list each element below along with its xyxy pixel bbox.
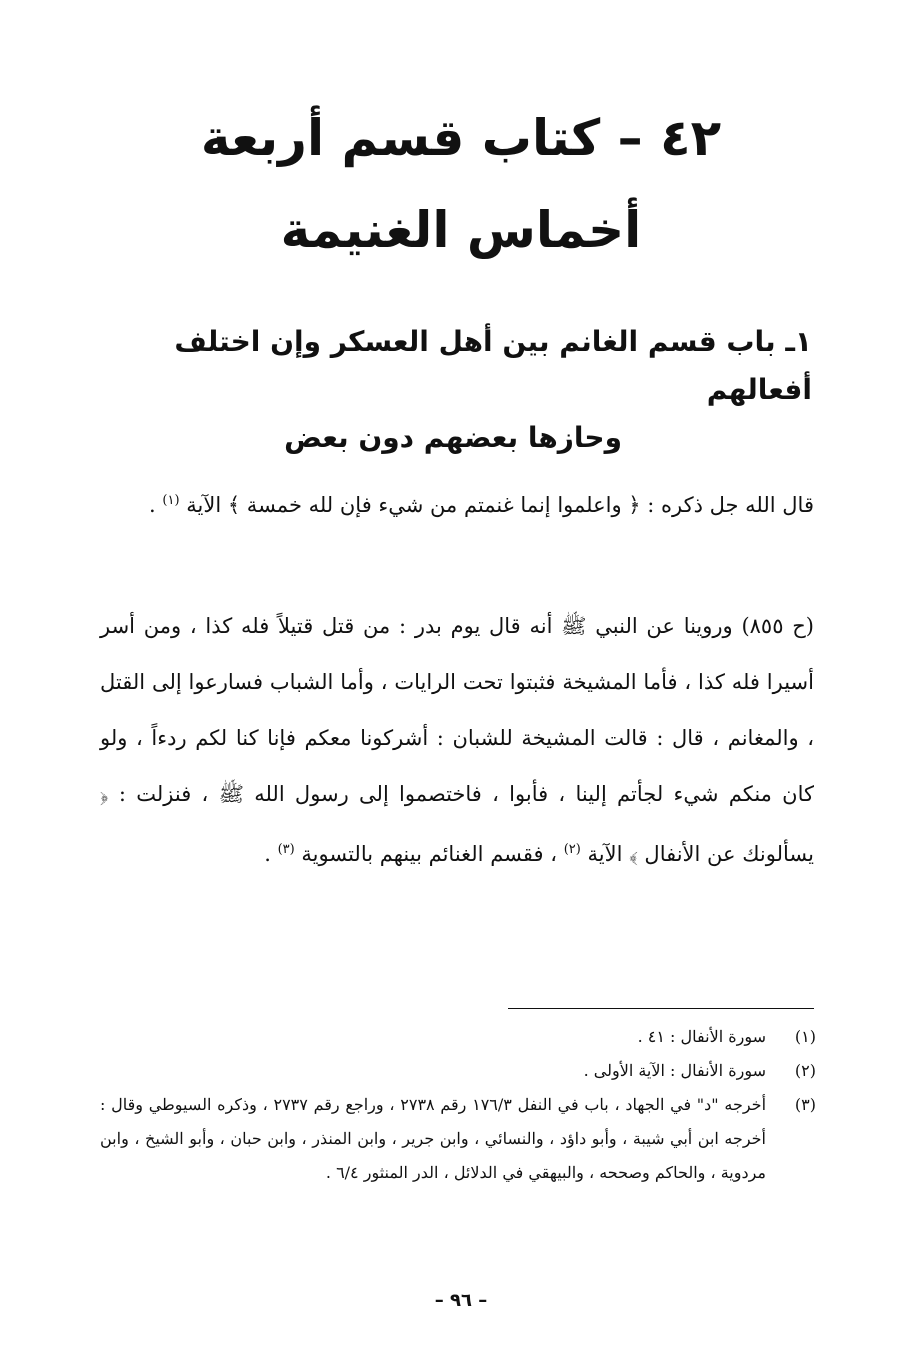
section-title-line2: وحازها بعضهم دون بعض: [284, 421, 622, 454]
footnote-ref: (٢): [563, 842, 581, 857]
footnote-item: [100, 1088, 816, 1190]
verse-paragraph: [100, 472, 814, 534]
footnote-ref: (١): [162, 493, 180, 508]
hadith-text: (ح ٨٥٥) وروينا عن النبي ﷺ أنه قال يوم بدر : من قتل قتيلاً فله كذا ، ومن أسر أسيرا فله كذا ، فأما المشيخة فثبتوا تحت الرايات ، وأما الشباب فسارعوا إلى القتل ، والمغانم ، قال : قالت المشيخة للشبان : أشركونا معكم فإنا كنا لكم ردءاً ، ولو كان منكم شيء لجأتم إلينا ، فأبوا ، فاختصموا إلى رسول الله ﷺ ، فنزلت : ﴿ يسألونك عن الأنفال ﴾ الآية: [100, 614, 814, 866]
footnote-text: سورة الأنفال : الآية الأولى .: [583, 1061, 766, 1080]
footnote-number: (١): [794, 1027, 816, 1046]
hadith-paragraph: [100, 598, 814, 882]
verse-text: قال الله جل ذكره : ﴿ واعلموا إنما غنمتم من شيء فإن لله خمسة ﴾ الآية: [186, 493, 814, 517]
hadith-text-middle: ، فقسم الغنائم بينهم بالتسوية: [301, 842, 564, 866]
chapter-title: ٤٢ – كتاب قسم أربعة أخماس الغنيمة: [200, 109, 722, 259]
verse-end: .: [149, 493, 163, 517]
page-number: – ٩٦ –: [434, 1290, 488, 1311]
footnote-text: أخرجه "د" في الجهاد ، باب في النفل ١٧٦/٣ رقم ٢٧٣٨ ، وراجع رقم ٢٧٣٧ ، وذكره السيوطي وقال : أخرجه ابن أبي شيبة ، وأبو داؤد ، والنسائي ، وابن جرير ، وابن المنذر ، وابن حبان ، وأبو الشيخ ، وابن مردوية ، والحاكم وصححه ، والبيهقي في الدلائل ، الدر المنثور ٦/٤ .: [100, 1095, 767, 1182]
footnote-item: [100, 1020, 816, 1054]
section-title: [120, 318, 812, 462]
footnote-text: سورة الأنفال : ٤١ .: [637, 1027, 766, 1046]
footnote-item: [100, 1054, 816, 1088]
footnote-divider: [508, 1008, 814, 1009]
footnotes-list: [100, 1020, 816, 1190]
footnote-ref: (٣): [277, 842, 295, 857]
footnote-number: (٢): [794, 1061, 816, 1080]
hadith-end: .: [264, 842, 278, 866]
section-title-line1: ١ـ باب قسم الغانم بين أهل العسكر وإن اختلف أفعالهم: [174, 325, 812, 406]
footnote-number: (٣): [794, 1095, 816, 1114]
